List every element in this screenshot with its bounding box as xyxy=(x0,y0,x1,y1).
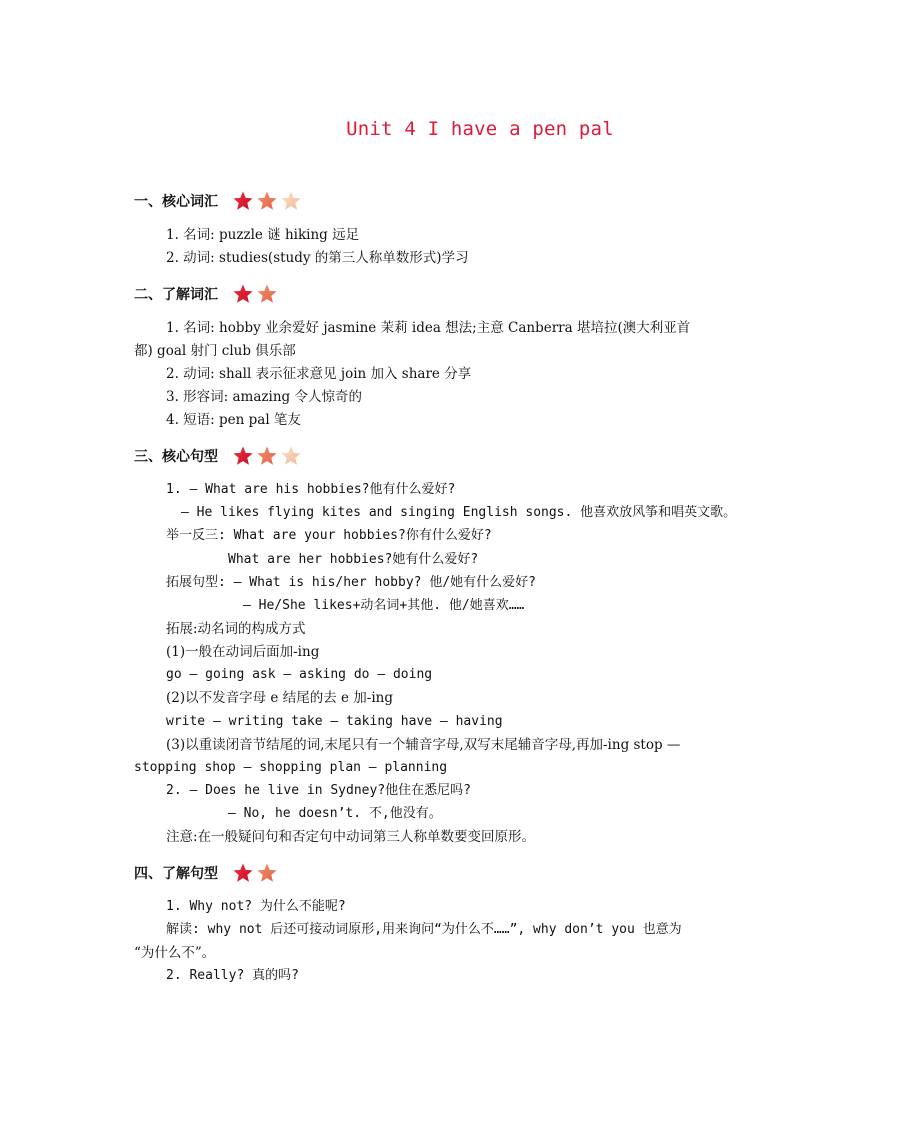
text-line: 拓展句型: — What is his/her hobby? 他/她有什么爱好? xyxy=(166,575,536,590)
star-icon xyxy=(256,283,278,305)
text-line: 4. 短语: pen pal 笔友 xyxy=(166,412,301,428)
text-line: 2. Really? 真的吗? xyxy=(166,968,299,983)
text-line: write — writing take — taking have — having xyxy=(166,714,503,729)
text-line: 2. — Does he live in Sydney?他住在悉尼吗? xyxy=(166,783,471,798)
rating-stars xyxy=(232,445,304,467)
star-icon xyxy=(256,862,278,884)
section-heading-core-vocabulary xyxy=(134,190,304,212)
text-line: “为什么不”。 xyxy=(134,945,216,961)
text-line: 2. 动词: shall 表示征求意见 join 加入 share 分享 xyxy=(166,366,472,382)
rating-stars xyxy=(232,862,280,884)
text-line: — He likes flying kites and singing English songs. 他喜欢放风筝和唱英文歌。 xyxy=(181,505,737,520)
text-line: 解读: why not 后还可接动词原形,用来询问“为什么不……”, why don’t you 也意为 xyxy=(166,922,682,937)
text-line: — No, he doesn’t. 不,他没有。 xyxy=(228,806,442,821)
star-icon xyxy=(280,445,302,467)
section-heading-label: 一、核心词汇 xyxy=(134,194,218,210)
star-icon xyxy=(232,445,254,467)
text-line: go — going ask — asking do — doing xyxy=(166,667,433,682)
text-line: (1)一般在动词后面加-ing xyxy=(166,644,320,660)
section-heading-label: 二、了解词汇 xyxy=(134,287,218,303)
text-line: (3)以重读闭音节结尾的词,末尾只有一个辅音字母,双写末尾辅音字母,再加-ing stop — xyxy=(166,737,681,753)
section-heading-extra-sentences xyxy=(134,862,280,884)
star-icon xyxy=(232,862,254,884)
text-line: 2. 动词: studies(study 的第三人称单数形式)学习 xyxy=(166,250,469,266)
text-line: 1. 名词: puzzle 谜 hiking 远足 xyxy=(166,227,360,243)
text-line: 1. Why not? 为什么不能呢? xyxy=(166,899,346,914)
text-line: 举一反三: What are your hobbies?你有什么爱好? xyxy=(166,528,492,543)
star-icon xyxy=(256,190,278,212)
text-line: What are her hobbies?她有什么爱好? xyxy=(228,552,479,567)
text-line: stopping shop — shopping plan — planning xyxy=(134,760,448,775)
text-line: 1. — What are his hobbies?他有什么爱好? xyxy=(166,482,456,497)
star-icon xyxy=(280,190,302,212)
section-heading-label: 四、了解句型 xyxy=(134,866,218,882)
star-icon xyxy=(256,445,278,467)
text-line: 1. 名词: hobby 业余爱好 jasmine 茉莉 idea 想法;主意 Canberra 堪培拉(澳大利亚首 xyxy=(166,320,691,336)
text-line: 3. 形容词: amazing 令人惊奇的 xyxy=(166,389,362,405)
text-line: — He/She likes+动名词+其他. 他/她喜欢…… xyxy=(243,598,525,613)
section-heading-label: 三、核心句型 xyxy=(134,449,218,465)
text-line: 都) goal 射门 club 俱乐部 xyxy=(134,343,296,359)
rating-stars xyxy=(232,283,280,305)
text-line: 拓展:动名词的构成方式 xyxy=(166,621,306,637)
rating-stars xyxy=(232,190,304,212)
text-line: 注意:在一般疑问句和否定句中动词第三人称单数要变回原形。 xyxy=(166,829,536,845)
section-heading-core-sentences xyxy=(134,445,304,467)
star-icon xyxy=(232,283,254,305)
page-title: Unit 4 I have a pen pal xyxy=(346,118,614,140)
section-heading-extra-vocabulary xyxy=(134,283,280,305)
star-icon xyxy=(232,190,254,212)
text-line: (2)以不发音字母 e 结尾的去 e 加-ing xyxy=(166,690,393,706)
